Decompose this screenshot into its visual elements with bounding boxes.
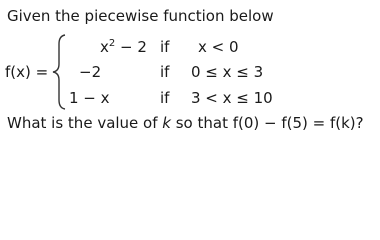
question-text	[7, 114, 364, 132]
piece-1-condition: x < 0	[198, 38, 239, 56]
piece-3-expression: 1 − x	[69, 89, 110, 107]
piece-1-exponent: 2	[108, 38, 116, 49]
intro-text: Given the piecewise function below	[7, 7, 274, 25]
piece-2-if: if	[160, 63, 170, 81]
left-brace-icon	[51, 34, 71, 110]
piece-2-condition: 0 ≤ x ≤ 3	[191, 63, 264, 81]
question-variable: k	[162, 114, 171, 132]
piece-1-rest: − 2	[115, 38, 147, 56]
piece-1-base: x	[100, 38, 109, 56]
piece-1-expression	[100, 38, 147, 56]
piece-1-if: if	[160, 38, 170, 56]
piece-3-if: if	[160, 89, 170, 107]
question-lead: What is the value of	[7, 114, 163, 132]
function-label: f(x) =	[5, 63, 49, 81]
piece-3-condition: 3 < x ≤ 10	[191, 89, 273, 107]
piece-2-expression: −2	[79, 63, 102, 81]
question-rest: so that f(0) − f(5) = f(k)?	[170, 114, 364, 132]
